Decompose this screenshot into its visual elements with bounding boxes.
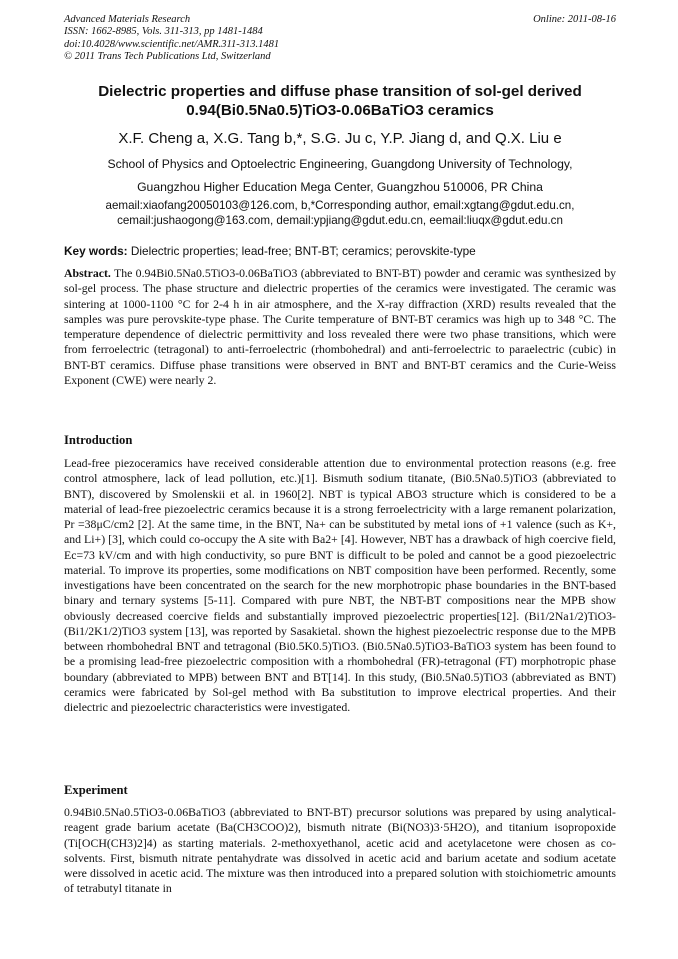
- online-date: Online: 2011-08-16: [533, 14, 616, 25]
- experiment-paragraph: 0.94Bi0.5Na0.5TiO3-0.06BaTiO3 (abbreviated to BNT-BT) precursor solutions was prepared by using analytical-reagent grade barium acetate (Ba(CH3COO)2), bismuth nitrate (Bi(NO3)3·5H2O), and titanium isopropoxide (Ti[OCH(CH3)2]4) as starting materials. 2-methoxyethanol, acetic acid and acetylacetone were chosen as co-solvents. First, bismuth nitrate pentahydrate was dissolved in acetic acid and barium acetate and sodium acetate were dissolved in acetic acid. The mixture was then introduced into a prepared solution with stoichiometric amounts of tetrabutyl titanate in: [64, 805, 616, 896]
- title-line-1: Dielectric properties and diffuse phase transition of sol-gel derived: [98, 83, 582, 100]
- paper-title: [40, 82, 640, 120]
- title-line-2: 0.94(Bi0.5Na0.5)TiO3-0.06BaTiO3 ceramics: [186, 102, 494, 119]
- journal-copyright: © 2011 Trans Tech Publications Ltd, Switzerland: [64, 51, 271, 63]
- keywords: [64, 244, 624, 258]
- email-line-1: aemail:xiaofang20050103@126.com, b,*Corresponding author, email:xgtang@gdut.edu.cn,: [105, 199, 575, 212]
- journal-issn: ISSN: 1662-8985, Vols. 311-313, pp 1481-1484: [64, 26, 263, 38]
- email-line-2: cemail:jushaogong@163.com, demail:ypjiang@gdut.edu.cn, eemail:liuqx@gdut.edu.cn: [117, 213, 563, 227]
- journal-name: Advanced Materials Research: [64, 14, 191, 25]
- journal-header: [64, 14, 616, 64]
- abstract-text: The 0.94Bi0.5Na0.5TiO3-0.06BaTiO3 (abbreviated to BNT-BT) powder and ceramic was synthesized by sol-gel process. The phase structure and dielectric properties of the ceramics were investigated. The ceramic was sintering at 1000-1100 °C for 2-4 h in air atmosphere, and the X-ray diffraction (XRD) results revealed that the samples was pure perovskite-type phase. The Curite temperature of BNT-BT ceramics was high up to 348 °C. The temperature dependence of dielectric permittivity and loss revealed there were two phase transitions, which were from ferroelectric (tetragonal) to anti-ferroelectric (rhombohedral) and anti-ferroelectric to paraelectric (cubic) in BNT-BT ceramics. Diffuse phase transitions were observed in BNT and BNT-BT ceramics and the Curie-Weiss Exponent (CWE) were nearly 2.: [64, 266, 616, 387]
- abstract-label: Abstract.: [64, 266, 111, 280]
- keywords-label: Key words:: [64, 244, 128, 258]
- affiliation-line-2: Guangzhou Higher Education Mega Center, Guangzhou 510006, PR China: [137, 180, 543, 194]
- section-heading-experiment: Experiment: [64, 783, 128, 797]
- section-heading-introduction: Introduction: [64, 433, 133, 447]
- journal-doi: doi:10.4028/www.scientific.net/AMR.311-313.1481: [64, 38, 280, 50]
- author-list: X.F. Cheng a, X.G. Tang b,*, S.G. Ju c, Y.P. Jiang d, and Q.X. Liu e: [118, 130, 562, 147]
- introduction-paragraph: Lead-free piezoceramics have received considerable attention due to environmental protection reasons (e.g. free control atmosphere, lack of lead pollution, etc.)[1]. Bismuth sodium titanate, (Bi0.5Na0.5)TiO3 (abbreviated to BNT), discovered by Smolenskii et al. in 1960[2]. NBT is typical ABO3 structure which is considered to be a material of lead-free piezoelectric ceramics because it is a strong ferroelectricity with a large remanent polarization, Pr =38μC/cm2 [2]. At the same time, in the BNT, Na+ can be substituted by metal ions of +1 valence (such as K+, and Li+) [3], which could co-occupy the A site with Ba2+ [4]. However, NBT has a drawback of high coercive field, Ec=73 kV/cm and with high conductivity, so pure BNT is difficult to be poled and cannot be a good piezoelectric material. To improve its properties, some modifications on NBT composition have been performed. Recently, some investigations have been concentrated on the search for the new morphotropic phase boundaries in the BNT-based binary and ternary systems [5-11]. Compared with pure NBT, the NBT-BT compositions near the MPB show obviously decreased coercive fields and substantially improved piezoelectric properties[12]. (Bi1/2Na1/2)TiO3-(Bi1/2K1/2)TiO3 system [13], was reported by Sasakietal. shown the highest piezoelectric response due to the MPB between rhombohedral BNT and tetragonal (Bi0.5K0.5)TiO3. (Bi0.5Na0.5)TiO3-BaTiO3 system has been found to be a promising lead-free piezoelectric composition with a rhombohedral (FR)-tetragonal (FT) morphotropic phase boundary (abbreviated to MPB) between BNT and BT[14]. In this study, (Bi0.5Na0.5)TiO3 (abbreviated as BNT) ceramics were fabricated by Sol-gel method with Ba substitution to improve electrical properties. And their dielectric and piezoelectric characteristics were investigated.: [64, 456, 616, 714]
- author-emails: [40, 199, 640, 228]
- affiliation-line-1: School of Physics and Optoelectric Engineering, Guangdong University of Technology,: [107, 157, 573, 171]
- abstract: [64, 266, 616, 388]
- keywords-text: Dielectric properties; lead-free; BNT-BT; ceramics; perovskite-type: [130, 244, 476, 258]
